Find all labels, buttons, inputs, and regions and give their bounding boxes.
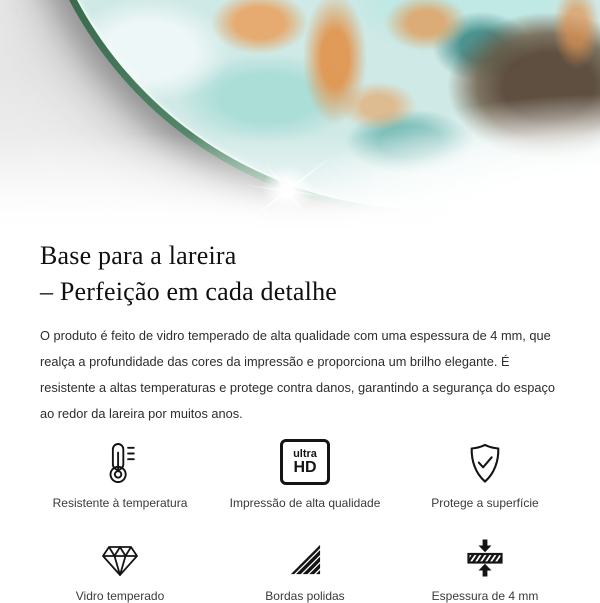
marble-art-print <box>30 0 600 209</box>
diamond-icon <box>100 530 140 578</box>
feature-label: Impressão de alta qualidade <box>229 496 381 510</box>
polished-edges-icon <box>286 530 324 578</box>
product-description-text: O produto é feito de vidro temperado de alta qualidade com uma espessura de 4 mm, que realça a profundidade das cores da impressão e proporciona um brilho elegante. É resistente a altas temperaturas e protege contra danos, garantindo a segurança do espaço ao redor da lareira por muitos anos. <box>40 328 556 421</box>
feature-label: Vidro temperado <box>75 589 165 603</box>
feature-label: Bordas polidas <box>265 589 345 603</box>
product-photo-hero <box>0 0 600 230</box>
ultra-hd-icon: ultra HD <box>280 437 330 485</box>
thickness-compress-icon <box>465 530 505 578</box>
feature-temperature-resistant <box>53 437 188 510</box>
page-title-line1: Base para a lareira <box>40 241 237 270</box>
feature-surface-protection <box>431 437 538 510</box>
shield-check-icon <box>466 437 504 485</box>
page-title-line2: – Perfeição em cada detalhe <box>40 277 338 306</box>
feature-thickness <box>432 530 539 603</box>
glass-disc <box>23 0 600 216</box>
feature-grid <box>40 437 560 603</box>
feature-label: Resistente à temperatura <box>52 496 188 510</box>
product-description-section <box>0 238 600 603</box>
feature-print-quality <box>230 437 381 510</box>
feature-tempered-glass <box>76 530 165 603</box>
feature-label: Protege a superfície <box>431 496 539 510</box>
feature-label: Espessura de 4 mm <box>431 589 539 603</box>
thermometer-icon <box>101 437 139 485</box>
feature-polished-edges <box>265 530 344 603</box>
page-title <box>40 238 560 310</box>
